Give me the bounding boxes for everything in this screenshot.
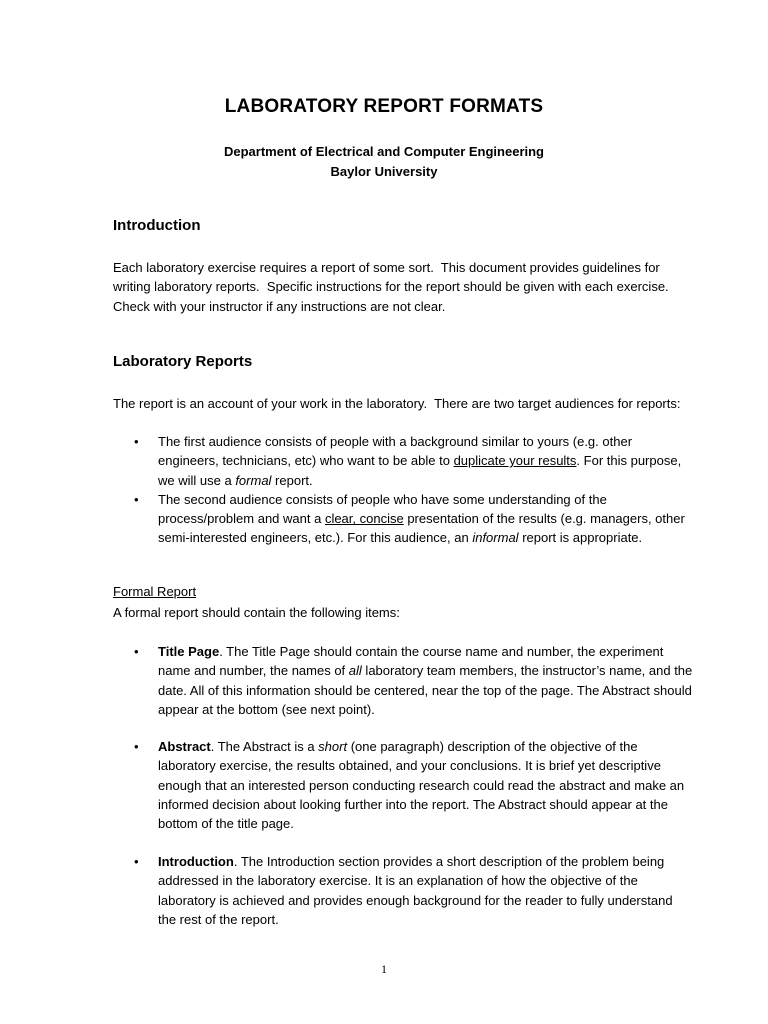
formal-report-list-abstract	[113, 737, 693, 833]
document-subtitle	[0, 142, 768, 181]
bullet-text: report.	[271, 472, 313, 488]
audience-list	[113, 432, 693, 548]
formal-report-heading: Formal Report	[113, 584, 197, 599]
bullet-text: . For this purpose, we will use a	[158, 453, 682, 488]
bullet-text: presentation of the results (e.g. managers, other semi-interested engineers, etc.). For this audience, an	[158, 511, 685, 546]
bullet-glyph: •	[134, 491, 139, 507]
underlined-text: duplicate your results	[453, 453, 577, 469]
document-title: LABORATORY REPORT FORMATS	[224, 96, 544, 117]
item-text: . The Abstract is a	[210, 739, 319, 754]
bullet-glyph: •	[134, 434, 139, 449]
bullet-glyph: •	[134, 739, 139, 754]
item-text: (one paragraph) description of the objective of the laboratory exercise, the results obtained, and your conclusions. It is brief yet descriptive enough that an interested person conducting research could read the abstract and make an informed decision about looking further into the report. The Abstract should appear at the bottom of the title page.	[158, 739, 685, 832]
bullet-text: report is appropriate.	[518, 530, 643, 546]
introduction-paragraph: Each laboratory exercise requires a report of some sort. This document provides guidelines for writing laboratory reports. Specific instructions for the report should be given with each exercise. Check with your instructor if any instructions are not clear.	[113, 260, 676, 314]
formal-report-list-introduction	[113, 852, 693, 929]
department-name: Department of Electrical and Computer Engineering	[224, 144, 544, 159]
item-label: Introduction	[158, 854, 234, 869]
bullet-text: The first audience consists of people with a background similar to yours (e.g. other engineers, technicians, etc) who want to be able to	[158, 434, 633, 469]
underlined-text: clear, concise	[324, 511, 404, 527]
item-text: . The Introduction section provides a short description of the problem being addressed in the laboratory exercise. It is an explanation of how the objective of the laboratory is achieved and provides enough background for the reader to fully understand the rest of the report.	[158, 854, 673, 927]
university-name: Baylor University	[330, 163, 438, 179]
lab-reports-heading: Laboratory Reports	[113, 353, 253, 370]
lab-reports-paragraph: The report is an account of your work in the laboratory. There are two target audiences for reports:	[113, 396, 681, 411]
item-label: Title Page	[158, 644, 220, 659]
bullet-glyph: •	[134, 854, 139, 869]
formal-item-introduction	[113, 852, 693, 929]
bullet-glyph: •	[134, 644, 139, 659]
introduction-heading: Introduction	[113, 217, 201, 234]
page-number: 1	[381, 962, 387, 976]
italic-text: short	[318, 739, 348, 754]
formal-report-list	[113, 642, 693, 719]
italic-text: formal	[235, 472, 272, 488]
italic-text: informal	[472, 530, 519, 546]
audience-item-second	[113, 490, 693, 548]
formal-report-intro: A formal report should contain the following items:	[113, 605, 400, 620]
item-text: . The Title Page should contain the course name and number, the experiment name and number, the names of	[158, 644, 664, 679]
item-text: laboratory team members, the instructor’s name, and the date. All of this information should be centered, near the top of the page. The Abstract should appear at the bottom (see next point).	[158, 663, 693, 717]
formal-item-title-page	[113, 642, 693, 719]
item-label: Abstract	[158, 739, 211, 754]
bullet-text: The second audience consists of people who have some understanding of the process/problem and want a	[158, 491, 607, 527]
audience-item-first	[113, 432, 693, 490]
formal-item-abstract	[113, 737, 693, 833]
italic-text: all	[348, 663, 362, 679]
